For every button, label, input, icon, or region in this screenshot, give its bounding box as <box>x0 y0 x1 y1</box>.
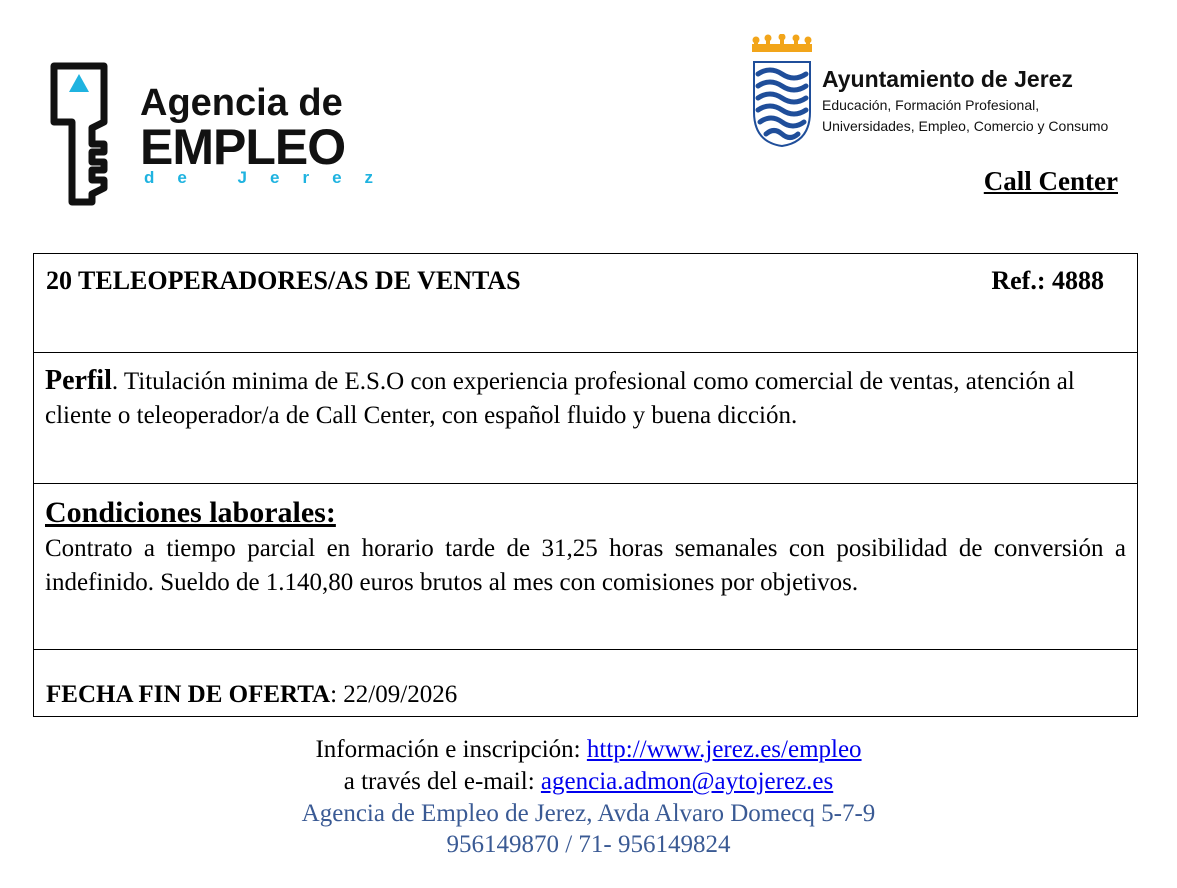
footer-info-line <box>0 736 1177 764</box>
footer-phones: 956149870 / 71- 956149824 <box>446 831 731 858</box>
perfil-label: Perfil <box>45 365 112 396</box>
ayuntamiento-subtitle-1: Educación, Formación Profesional, <box>822 97 1040 113</box>
email-label: a través del e-mail: <box>343 768 541 795</box>
coat-of-arms-icon <box>748 34 816 149</box>
agencia-logo-line2: EMPLEO <box>140 119 346 175</box>
offer-ref: Ref.: 4888 <box>991 266 1104 295</box>
info-label: Información e inscripción: <box>315 736 587 763</box>
agencia-empleo-logo <box>48 62 408 207</box>
email-link[interactable]: agencia.admon@aytojerez.es <box>540 768 834 795</box>
footer-email-line <box>0 768 1177 796</box>
ayuntamiento-logo <box>748 34 1128 154</box>
agencia-logo-line3: de Jerez <box>144 168 397 187</box>
ayuntamiento-title: Ayuntamiento de Jerez <box>822 66 1073 92</box>
fecha-value: : 22/09/2026 <box>330 681 458 708</box>
category-heading: Call Center <box>983 166 1118 196</box>
divider <box>34 352 1137 353</box>
fecha-fin-oferta <box>46 681 457 709</box>
condiciones-text: Contrato a tiempo parcial en horario tarde de 31,25 horas semanales con posibilidad de conversión a indefinido. Sueldo de 1.140,80 euros brutos al mes con comisiones por objetivos. <box>45 535 1126 596</box>
perfil-text: . Titulación minima de E.S.O con experiencia profesional como comercial de ventas, atención al cliente o teleoperador/a de Call Center, con español fluido y buena dicción. <box>45 368 1075 429</box>
offer-box <box>33 253 1138 717</box>
perfil-section <box>45 364 1126 433</box>
divider <box>34 483 1137 484</box>
offer-title: 20 TELEOPERADORES/AS DE VENTAS <box>46 266 521 295</box>
key-icon <box>48 62 118 207</box>
condiciones-heading: Condiciones laborales: <box>45 496 336 529</box>
ayuntamiento-subtitle-2: Universidades, Empleo, Comercio y Consumo <box>822 118 1109 134</box>
empleo-website-link[interactable]: http://www.jerez.es/empleo <box>586 736 862 763</box>
agencia-logo-line1: Agencia de <box>140 82 343 124</box>
divider <box>34 649 1137 650</box>
footer-address: Agencia de Empleo de Jerez, Avda Alvaro Domecq 5-7-9 <box>301 800 876 827</box>
fecha-label: FECHA FIN DE OFERTA <box>46 681 331 708</box>
